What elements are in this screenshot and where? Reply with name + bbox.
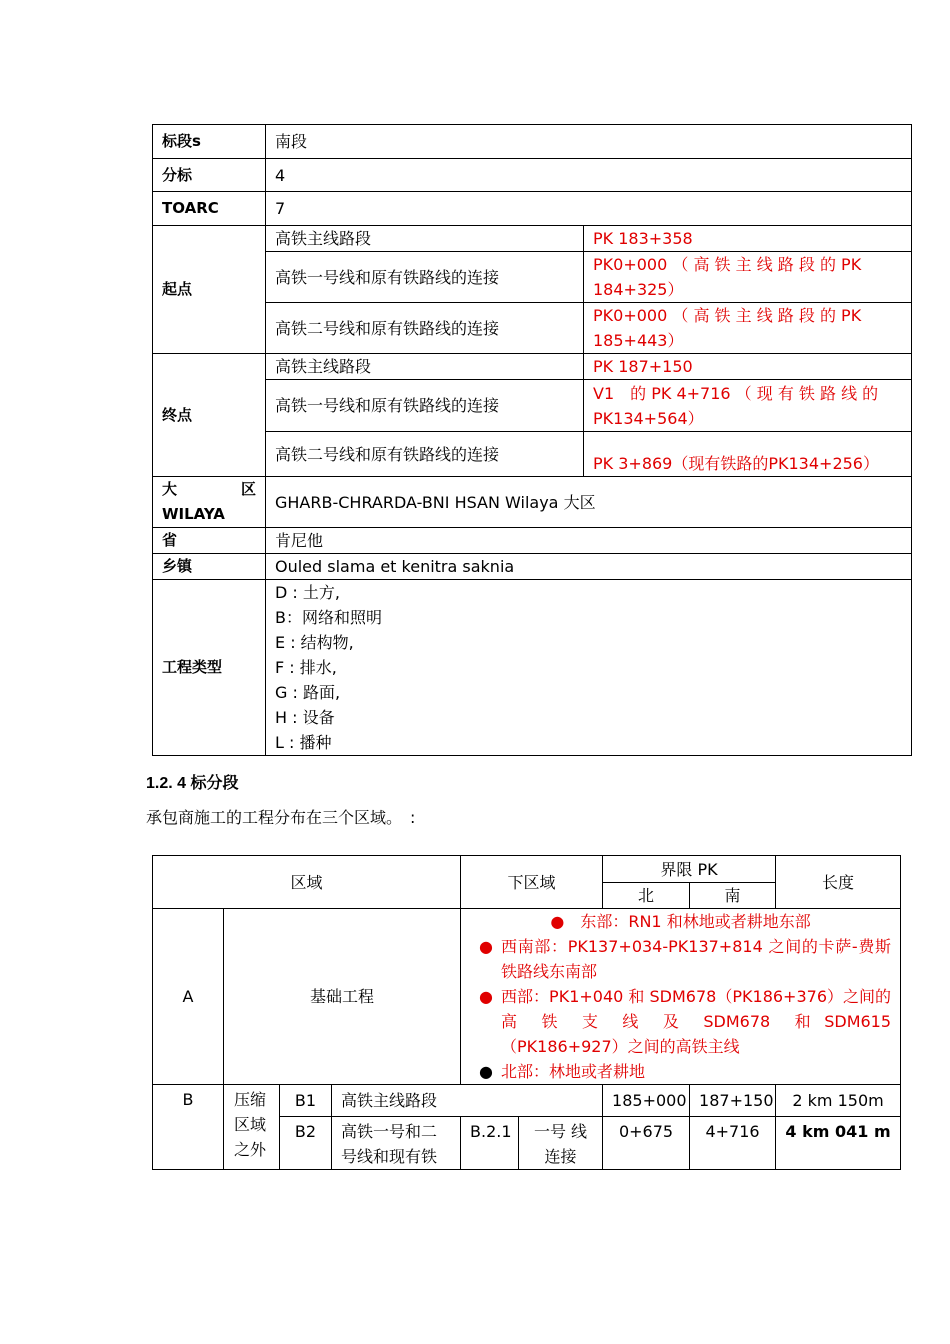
- header-row: [153, 856, 901, 883]
- table-row: [153, 380, 912, 432]
- pk-line: PK0+000 （ 高 铁 主 线 路 段 的 PK: [593, 306, 862, 325]
- section-label: 标段s: [153, 125, 266, 159]
- b1-north: 185+000: [603, 1085, 690, 1117]
- list-item: [470, 909, 891, 934]
- table-row: [153, 192, 912, 226]
- table-row: [153, 528, 912, 554]
- lot-value: 4: [266, 159, 912, 192]
- list-item: [470, 984, 908, 1059]
- table-row: [153, 477, 912, 528]
- region-label-line2: WILAYA: [162, 505, 225, 523]
- zone-table: [152, 855, 908, 1170]
- bullet-icon: ●: [550, 912, 565, 931]
- b1-code: B1: [280, 1085, 332, 1117]
- south-header: 南: [690, 883, 776, 909]
- length-header: 长度: [776, 856, 901, 909]
- b2-sub-code: B.2.1: [461, 1117, 519, 1170]
- end-row-pk: [584, 380, 912, 432]
- township-value: Ouled slama et kenitra saknia: [266, 554, 912, 580]
- section-value: 南段: [266, 125, 912, 159]
- start-row-pk: [584, 303, 912, 354]
- start-row-pk: PK 183+358: [584, 226, 912, 252]
- pk-line: PK0+000 （ 高 铁 主 线 路 段 的 PK: [593, 255, 862, 274]
- pk-line: V1 的 PK 4+716 （ 现 有 铁 路 线 的: [593, 383, 879, 403]
- zone-a-id: A: [153, 909, 224, 1085]
- bullet-icon: ●: [479, 987, 493, 1006]
- project-info-table: [152, 124, 912, 756]
- b2-south: 4+716: [690, 1117, 776, 1170]
- lot-label: 分标: [153, 159, 266, 192]
- region-label-right: 区: [240, 480, 256, 498]
- list-item: [470, 934, 891, 984]
- b1-name: 高铁主线路段: [332, 1085, 603, 1117]
- pk-line: 184+325）: [593, 280, 684, 299]
- work-type-list: [266, 580, 912, 756]
- region-label-left: 大: [162, 480, 178, 498]
- zone-header: 区域: [153, 856, 461, 909]
- b2-sub-name: 一号 线连接: [519, 1117, 603, 1170]
- toarc-label: TOARC: [153, 192, 266, 226]
- b1-length: 2 km 150m: [776, 1085, 901, 1117]
- bullet-text: 西南部：PK137+034-PK137+814 之间的卡萨-费斯铁路线东南部: [501, 937, 892, 981]
- zone-b-id: B: [153, 1085, 224, 1170]
- b2-code: B2: [280, 1117, 332, 1170]
- bullet-text: 西部：PK1+040 和 SDM678（PK186+376）之间的 高 铁 支 线 及 SDM678 和 SDM615（PK186+927）之间的高铁主线: [501, 987, 908, 1056]
- region-value: GHARB-CHRARDA-BNI HSAN Wilaya 大区: [266, 477, 912, 528]
- table-row: [153, 125, 912, 159]
- table-row: [153, 226, 912, 252]
- table-row: [153, 1085, 901, 1117]
- end-row-pk: PK 187+150: [584, 354, 912, 380]
- north-header: 北: [603, 883, 690, 909]
- b2-length: 4 km 041 m: [776, 1117, 901, 1170]
- table-row: [153, 554, 912, 580]
- table-row: [153, 303, 912, 354]
- bullet-text: 北部：林地或者耕地: [501, 1062, 646, 1081]
- table-row: [153, 159, 912, 192]
- pk-line: PK134+564）: [593, 408, 704, 428]
- b2-name: 高铁一号和二号线和现有铁: [332, 1117, 461, 1170]
- section-heading: 1.2. 4 标分段: [146, 775, 239, 792]
- work-type-item: E : 结构物,: [275, 633, 354, 652]
- work-type-label: 工程类型: [153, 580, 266, 756]
- zone-b-outside: 压缩区域之外: [224, 1085, 280, 1170]
- bullet-icon: ●: [479, 1062, 493, 1081]
- province-label: 省: [153, 528, 266, 554]
- end-row-name: 高铁二号线和原有铁路线的连接: [266, 432, 584, 477]
- zone-a-subzones: [461, 909, 908, 1085]
- end-row-pk: PK 3+869（现有铁路的PK134+256）: [584, 432, 912, 477]
- work-type-item: L : 播种: [275, 733, 332, 752]
- pk-line: 185+443）: [593, 331, 684, 350]
- end-row-name: 高铁主线路段: [266, 354, 584, 380]
- start-label: 起点: [153, 226, 266, 354]
- start-row-name: 高铁二号线和原有铁路线的连接: [266, 303, 584, 354]
- province-value: 肯尼他: [266, 528, 912, 554]
- b2-north: 0+675: [603, 1117, 690, 1170]
- b1-south: 187+150: [690, 1085, 776, 1117]
- table-row: [153, 354, 912, 380]
- end-row-name: 高铁一号线和原有铁路线的连接: [266, 380, 584, 432]
- work-type-item: B：网络和照明: [275, 608, 382, 627]
- start-row-pk: [584, 252, 912, 303]
- bullet-text: 东部：RN1 和林地或者耕地东部: [580, 912, 811, 931]
- region-label: [153, 477, 266, 528]
- toarc-value: 7: [266, 192, 912, 226]
- limit-pk-header: 界限 PK: [603, 856, 776, 883]
- intro-paragraph: 承包商施工的工程分布在三个区域。 :: [146, 808, 416, 827]
- subzone-header: 下区域: [461, 856, 603, 909]
- zone-a-desc: 基础工程: [224, 909, 461, 1085]
- table-row: [153, 432, 912, 477]
- table-row: [153, 252, 912, 303]
- work-type-item: D : 土方,: [275, 583, 340, 602]
- table-row: [153, 580, 912, 756]
- table-row: [153, 909, 901, 1085]
- start-row-name: 高铁主线路段: [266, 226, 584, 252]
- work-type-item: H : 设备: [275, 708, 335, 727]
- work-type-item: F : 排水,: [275, 658, 337, 677]
- list-item: [470, 1059, 891, 1084]
- work-type-item: G : 路面,: [275, 683, 341, 702]
- end-label: 终点: [153, 354, 266, 477]
- start-row-name: 高铁一号线和原有铁路线的连接: [266, 252, 584, 303]
- bullet-icon: ●: [479, 937, 493, 956]
- township-label: 乡镇: [153, 554, 266, 580]
